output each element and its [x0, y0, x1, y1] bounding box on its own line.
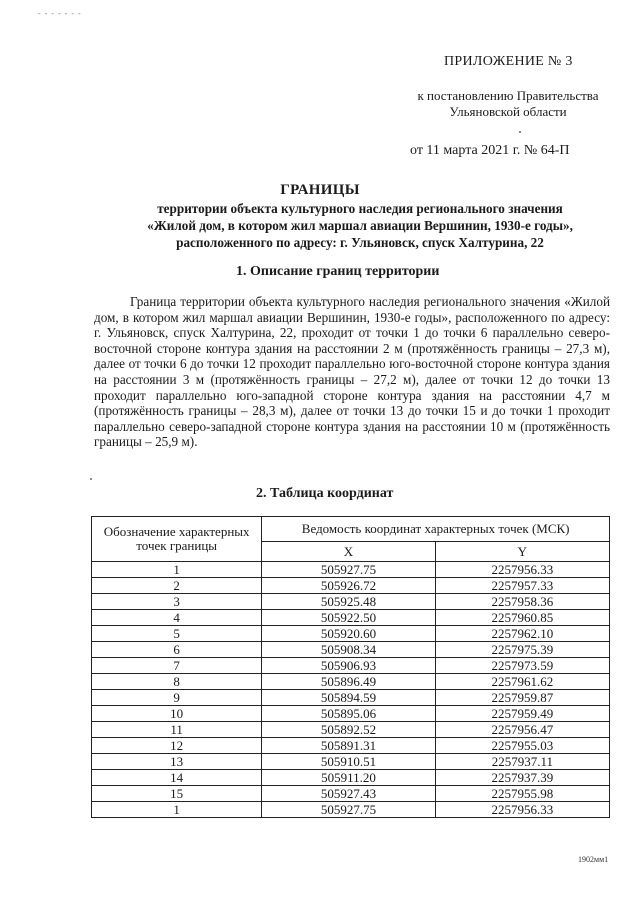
title-line-1: территории объекта культурного наследия регионального значения	[157, 201, 563, 216]
point-number: 4	[92, 610, 262, 626]
column-header-y: Y	[435, 542, 609, 562]
point-number: 5	[92, 626, 262, 642]
table-row	[92, 610, 610, 626]
x-coordinate: 505896.49	[262, 674, 435, 690]
y-coordinate: 2257937.39	[435, 770, 609, 786]
table-row	[92, 738, 610, 754]
table-row	[92, 594, 610, 610]
title-line-2: «Жилой дом, в котором жил маршал авиации Вершинин, 1930-е годы»,	[147, 218, 573, 233]
y-coordinate: 2257956.47	[435, 722, 609, 738]
point-number: 6	[92, 642, 262, 658]
x-coordinate: 505926.72	[262, 578, 435, 594]
y-coordinate: 2257955.98	[435, 786, 609, 802]
point-number: 1	[92, 562, 262, 578]
x-coordinate: 505927.43	[262, 786, 435, 802]
table-row	[92, 722, 610, 738]
x-coordinate: 505920.60	[262, 626, 435, 642]
boundary-description: Граница территории объекта культурного наследия регионального значения «Жилой дом, в котором жил маршал авиации Вершинин, 1930-е годы», расположенного по адресу: г. Ульяновск, спуск Халтурина, 22, проходит от точки 1 до точки 6 параллельно северо-восточной стороне контура здания на расстоянии 2 м (протяжённость границы – 27,3 м), далее от точки 6 до точки 12 проходит параллельно юго-восточной стороне контура здания на расстоянии 3 м (протяжённость границы – 27,2 м), далее от точки 12 до точки 13 проходит параллельно юго-западной стороне контура здания на расстоянии 4,7 м (протяжённость границы – 28,3 м), далее от точки 13 до точки 15 и до точки 1 проходит параллельно северо-западной стороне контура здания на расстоянии 10 м (протяжённость границы – 25,9 м).	[94, 294, 610, 450]
table-row	[92, 786, 610, 802]
coordinates-table-body	[92, 562, 610, 818]
point-number: 15	[92, 786, 262, 802]
table-row	[92, 562, 610, 578]
table-row	[92, 674, 610, 690]
x-coordinate: 505927.75	[262, 562, 435, 578]
table-row	[92, 626, 610, 642]
y-coordinate: 2257960.85	[435, 610, 609, 626]
table-row	[92, 754, 610, 770]
x-coordinate: 505927.75	[262, 802, 435, 818]
point-number: 11	[92, 722, 262, 738]
point-number: 3	[92, 594, 262, 610]
y-coordinate: 2257959.87	[435, 690, 609, 706]
table-row	[92, 642, 610, 658]
point-number: 8	[92, 674, 262, 690]
point-number: 12	[92, 738, 262, 754]
coordinates-table	[91, 516, 610, 818]
x-coordinate: 505908.34	[262, 642, 435, 658]
column-header-x: X	[262, 542, 435, 562]
table-row	[92, 770, 610, 786]
x-coordinate: 505894.59	[262, 690, 435, 706]
column-header-coordinates: Ведомость координат характерных точек (МСК)	[262, 517, 610, 542]
y-coordinate: 2257955.03	[435, 738, 609, 754]
y-coordinate: 2257973.59	[435, 658, 609, 674]
x-coordinate: 505922.50	[262, 610, 435, 626]
point-number: 9	[92, 690, 262, 706]
point-number: 2	[92, 578, 262, 594]
y-coordinate: 2257956.33	[435, 562, 609, 578]
table-row	[92, 658, 610, 674]
decree-reference: от 11 марта 2021 г. № 64-П	[410, 143, 570, 158]
y-coordinate: 2257961.62	[435, 674, 609, 690]
x-coordinate: 505895.06	[262, 706, 435, 722]
y-coordinate: 2257959.49	[435, 706, 609, 722]
table-row	[92, 802, 610, 818]
table-row	[92, 578, 610, 594]
y-coordinate: 2257962.10	[435, 626, 609, 642]
point-number: 13	[92, 754, 262, 770]
scan-speck	[90, 478, 92, 480]
x-coordinate: 505911.20	[262, 770, 435, 786]
x-coordinate: 505891.31	[262, 738, 435, 754]
x-coordinate: 505892.52	[262, 722, 435, 738]
appendix-line-1: к постановлению Правительства	[417, 88, 599, 103]
x-coordinate: 505906.93	[262, 658, 435, 674]
y-coordinate: 2257975.39	[435, 642, 609, 658]
title-line-3: расположенного по адресу: г. Ульяновск, спуск Халтурина, 22	[176, 235, 544, 250]
scan-speck	[519, 131, 521, 133]
x-coordinate: 505910.51	[262, 754, 435, 770]
y-coordinate: 2257958.36	[435, 594, 609, 610]
document-code: 1902мм1	[578, 855, 609, 864]
appendix-title: ПРИЛОЖЕНИЕ № 3	[444, 54, 573, 69]
y-coordinate: 2257957.33	[435, 578, 609, 594]
column-header-point: Обозначение характерных точек границы	[92, 517, 262, 562]
point-number: 10	[92, 706, 262, 722]
table-row	[92, 706, 610, 722]
section-1-heading: 1. Описание границ территории	[236, 264, 440, 279]
top-mark: - - - - - - -	[38, 9, 82, 18]
point-number: 7	[92, 658, 262, 674]
point-number: 1	[92, 802, 262, 818]
y-coordinate: 2257937.11	[435, 754, 609, 770]
document-title: ГРАНИЦЫ	[280, 182, 360, 198]
x-coordinate: 505925.48	[262, 594, 435, 610]
table-row	[92, 690, 610, 706]
point-number: 14	[92, 770, 262, 786]
section-2-heading: 2. Таблица координат	[256, 486, 394, 501]
appendix-line-2: Ульяновской области	[449, 104, 567, 119]
y-coordinate: 2257956.33	[435, 802, 609, 818]
